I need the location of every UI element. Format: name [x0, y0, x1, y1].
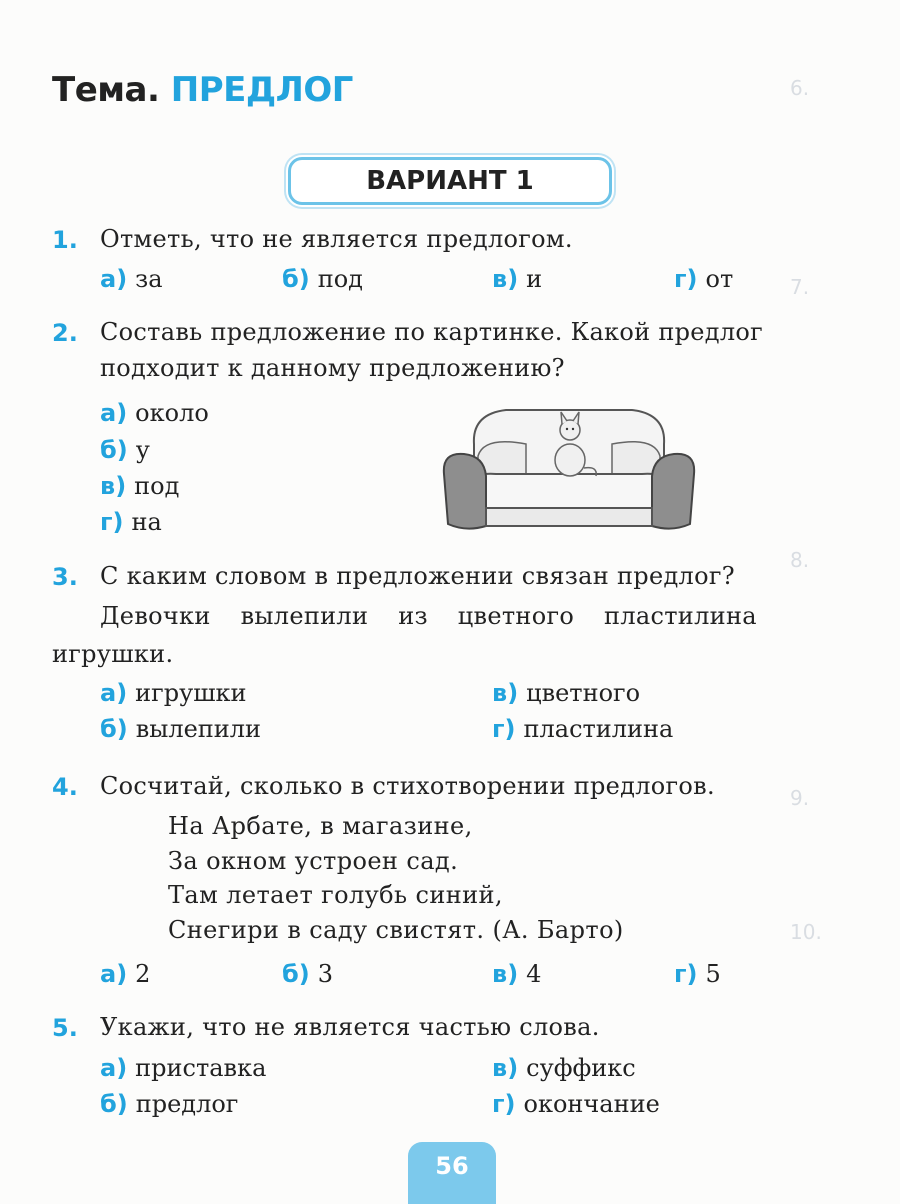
option-text: приставка: [135, 1054, 267, 1082]
option-text: 4: [526, 960, 542, 988]
answer-option[interactable]: [492, 1090, 660, 1118]
answer-option[interactable]: [100, 265, 163, 293]
option-letter: а): [100, 265, 128, 293]
poem-line: Там летает голубь синий,: [168, 881, 503, 909]
option-letter: а): [100, 1054, 128, 1082]
question-text: Сосчитай, сколько в стихотворении предлогов.: [100, 772, 715, 800]
option-text: 3: [317, 960, 334, 988]
option-text: за: [135, 265, 163, 293]
option-letter: в): [492, 960, 519, 988]
option-letter: в): [492, 1054, 519, 1082]
option-text: пластилина: [523, 715, 674, 743]
option-letter: в): [492, 265, 519, 293]
option-text: вылепили: [135, 715, 262, 743]
poem-line: За окном устроен сад.: [168, 847, 459, 875]
question-number: 5.: [52, 1014, 78, 1042]
question-text: С каким словом в предложении связан предлог?: [100, 562, 735, 590]
option-text: суффикс: [526, 1054, 636, 1082]
bleed-through-text: 7.: [790, 275, 810, 299]
option-letter: г): [100, 508, 124, 536]
answer-option[interactable]: [100, 472, 179, 500]
option-text: на: [131, 508, 162, 536]
option-letter: г): [674, 265, 698, 293]
answer-option[interactable]: [100, 679, 247, 707]
option-text: и: [526, 265, 543, 293]
page-title: [52, 70, 353, 110]
poem-line: Снегири в саду свистят. (А. Барто): [168, 916, 624, 944]
option-text: 2: [135, 960, 151, 988]
option-letter: б): [100, 715, 128, 743]
answer-option[interactable]: [674, 960, 721, 988]
option-text: предлог: [135, 1090, 239, 1118]
option-text: под: [134, 472, 180, 500]
answer-option[interactable]: [100, 1090, 238, 1118]
question-text: подходит к данному предложению?: [100, 354, 565, 382]
question-text: Составь предложение по картинке. Какой предлог: [100, 318, 764, 346]
option-text: 5: [705, 960, 721, 988]
option-text: окончание: [523, 1090, 660, 1118]
option-text: около: [135, 399, 209, 427]
bleed-through-text: 6.: [790, 76, 810, 100]
option-text: под: [317, 265, 363, 293]
question-text: Отметь, что не является предлогом.: [100, 225, 573, 253]
option-letter: г): [674, 960, 698, 988]
answer-option[interactable]: [492, 1054, 636, 1082]
option-text: от: [705, 265, 734, 293]
answer-option[interactable]: [100, 960, 150, 988]
question-number: 2.: [52, 319, 78, 347]
answer-option[interactable]: [674, 265, 733, 293]
question-number: 4.: [52, 773, 78, 801]
bleed-through-text: 8.: [790, 548, 810, 572]
question-sentence: Девочки вылепили из цветного пластилина: [100, 602, 757, 630]
answer-option[interactable]: [100, 436, 150, 464]
option-text: цветного: [526, 679, 641, 707]
page-number: 56: [408, 1142, 496, 1204]
option-letter: б): [100, 1090, 128, 1118]
option-letter: б): [282, 265, 310, 293]
option-letter: г): [492, 715, 516, 743]
option-letter: б): [282, 960, 310, 988]
bleed-through-text: 9.: [790, 786, 810, 810]
answer-option[interactable]: [282, 960, 333, 988]
option-letter: а): [100, 399, 128, 427]
answer-option[interactable]: [492, 960, 541, 988]
answer-option[interactable]: [100, 508, 162, 536]
variant-label: ВАРИАНТ 1: [366, 166, 534, 196]
variant-box: [288, 157, 612, 205]
option-letter: в): [100, 472, 127, 500]
answer-option[interactable]: [492, 679, 640, 707]
answer-option[interactable]: [100, 399, 209, 427]
option-letter: в): [492, 679, 519, 707]
answer-option[interactable]: [492, 715, 673, 743]
question-number: 1.: [52, 226, 78, 254]
theme-name: ПРЕДЛОГ: [170, 70, 353, 110]
option-letter: а): [100, 960, 128, 988]
question-text: Укажи, что не является частью слова.: [100, 1013, 600, 1041]
option-letter: а): [100, 679, 128, 707]
bleed-through-text: 10.: [790, 920, 822, 944]
answer-option[interactable]: [282, 265, 363, 293]
question-number: 3.: [52, 563, 78, 591]
answer-option[interactable]: [492, 265, 542, 293]
theme-label: Тема.: [52, 70, 160, 110]
question-sentence: игрушки.: [52, 640, 174, 668]
answer-option[interactable]: [100, 715, 261, 743]
option-letter: г): [492, 1090, 516, 1118]
sofa-with-cat-illustration: [436, 396, 702, 536]
option-letter: б): [100, 436, 128, 464]
answer-option[interactable]: [100, 1054, 266, 1082]
option-text: у: [135, 436, 150, 464]
option-text: игрушки: [135, 679, 247, 707]
poem-line: На Арбате, в магазине,: [168, 812, 473, 840]
